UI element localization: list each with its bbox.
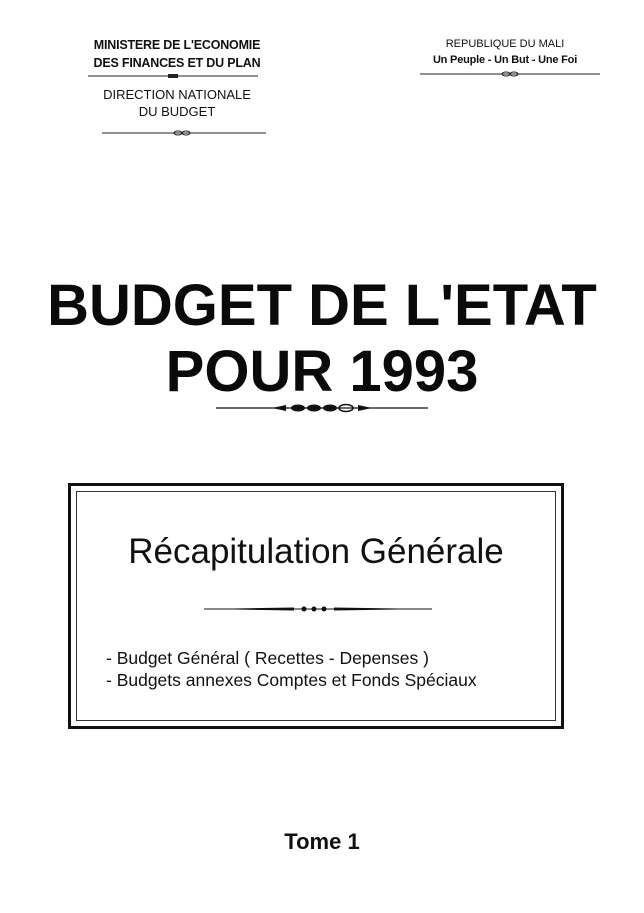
box-ornament — [204, 604, 432, 614]
title-ornament — [216, 402, 428, 414]
direction-line-1: DIRECTION NATIONALE — [103, 87, 251, 102]
country-name: REPUBLIQUE DU MALI — [445, 38, 565, 50]
ministry-line-2: DES FINANCES ET DU PLAN — [93, 56, 261, 70]
box-item-budgets-annexes: - Budgets annexes Comptes et Fonds Spéciaux — [106, 670, 477, 690]
box-heading: Récapitulation Générale — [128, 532, 504, 571]
national-motto: Un Peuple - Un But - Une Foi — [432, 54, 578, 66]
ministry-name — [62, 36, 292, 72]
direction-line-2: DU BUDGET — [138, 104, 216, 119]
republic-header — [405, 36, 605, 68]
ministry-line-1: MINISTERE DE L'ECONOMIE — [93, 38, 261, 52]
ministry-divider — [88, 72, 258, 80]
volume-label: Tome 1 — [284, 829, 360, 854]
title-line-1: BUDGET DE L'ETAT — [47, 273, 597, 338]
title-line-2: POUR 1993 — [165, 339, 479, 404]
box-item-budget-general: - Budget Général ( Recettes - Depenses ) — [106, 648, 429, 668]
direction-name — [72, 86, 282, 120]
republic-divider — [420, 70, 600, 78]
direction-divider — [102, 129, 266, 137]
